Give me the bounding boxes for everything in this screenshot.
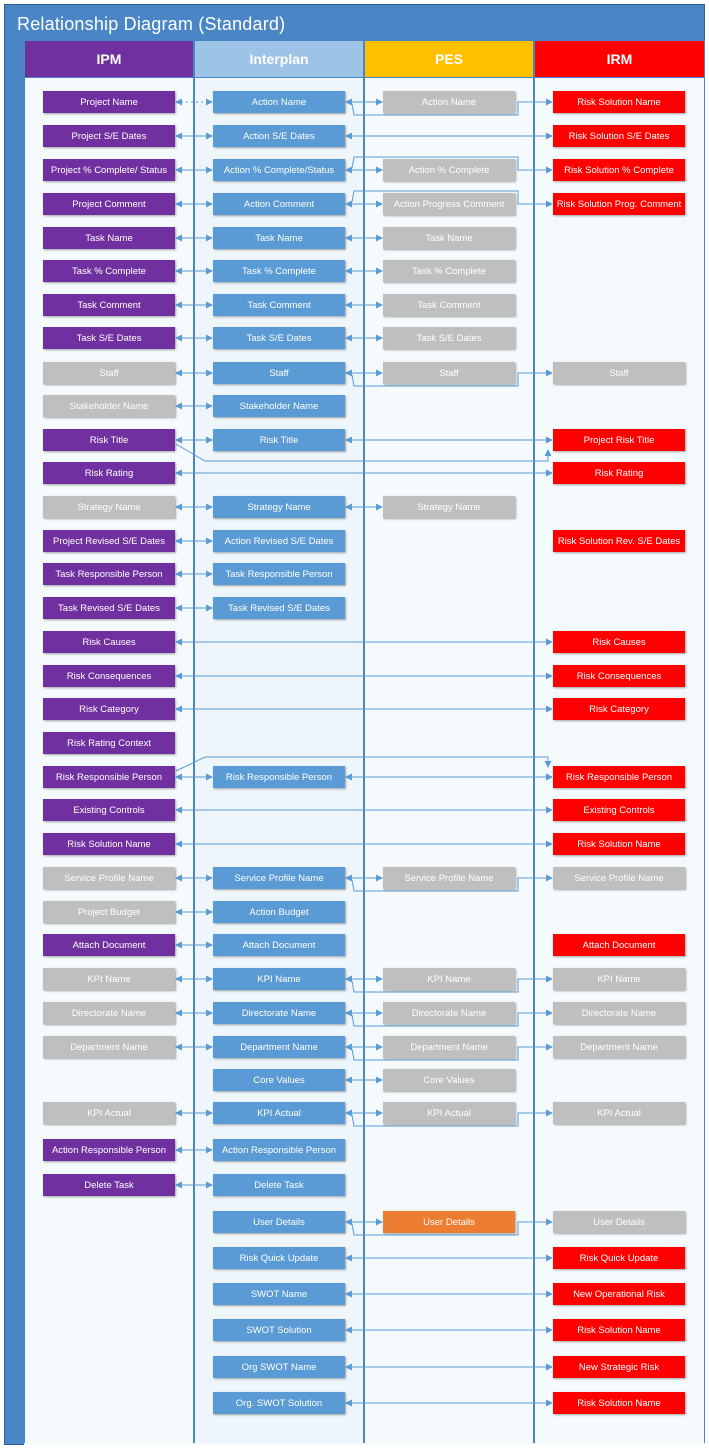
irm-field-28: Department Name: [553, 1036, 685, 1058]
ipm-field-27: Directorate Name: [43, 1002, 175, 1024]
ipm-field-9: Stakeholder Name: [43, 395, 175, 417]
irm-field-33: User Details: [553, 1211, 685, 1233]
interplan-field-10: Risk Title: [213, 429, 345, 451]
interplan-field-0: Action Name: [213, 91, 345, 113]
irm-field-2: Risk Solution % Complete: [553, 159, 685, 181]
irm-field-30: KPI Actual: [553, 1102, 685, 1124]
ipm-field-17: Risk Consequences: [43, 665, 175, 687]
interplan-field-26: KPI Name: [213, 968, 345, 990]
interplan-field-30: KPI Actual: [213, 1102, 345, 1124]
ipm-field-21: Existing Controls: [43, 799, 175, 821]
irm-field-3: Risk Solution Prog. Comment: [553, 193, 685, 215]
ipm-field-23: Service Profile Name: [43, 867, 175, 889]
irm-field-26: KPI Name: [553, 968, 685, 990]
interplan-field-3: Action Comment: [213, 193, 345, 215]
interplan-field-23: Service Profile Name: [213, 867, 345, 889]
pes-field-29: Core Values: [383, 1069, 515, 1091]
irm-field-18: Risk Category: [553, 698, 685, 720]
ipm-field-14: Task Responsible Person: [43, 563, 175, 585]
ipm-field-5: Task % Complete: [43, 260, 175, 282]
interplan-field-37: Org SWOT Name: [213, 1356, 345, 1378]
irm-field-34: Risk Quick Update: [553, 1247, 685, 1269]
irm-field-16: Risk Causes: [553, 631, 685, 653]
irm-field-23: Service Profile Name: [553, 867, 685, 889]
ipm-field-13: Project Revised S/E Dates: [43, 530, 175, 552]
ipm-field-0: Project Name: [43, 91, 175, 113]
ipm-field-7: Task S/E Dates: [43, 327, 175, 349]
interplan-field-28: Department Name: [213, 1036, 345, 1058]
ipm-field-31: Action Responsible Person: [43, 1139, 175, 1161]
irm-field-20: Risk Responsible Person: [553, 766, 685, 788]
ipm-field-32: Delete Task: [43, 1174, 175, 1196]
interplan-field-27: Directorate Name: [213, 1002, 345, 1024]
irm-field-10: Project Risk Title: [553, 429, 685, 451]
interplan-field-5: Task % Complete: [213, 260, 345, 282]
pes-field-33: User Details: [383, 1211, 515, 1233]
ipm-field-30: KPI Actual: [43, 1102, 175, 1124]
ipm-field-2: Project % Complete/ Status: [43, 159, 175, 181]
irm-field-21: Existing Controls: [553, 799, 685, 821]
column-header-interplan: Interplan: [194, 40, 364, 78]
pes-field-2: Action % Complete: [383, 159, 515, 181]
interplan-field-7: Task S/E Dates: [213, 327, 345, 349]
interplan-field-15: Task Revised S/E Dates: [213, 597, 345, 619]
irm-field-0: Risk Solution Name: [553, 91, 685, 113]
pes-field-4: Task Name: [383, 227, 515, 249]
irm-field-1: Risk Solution S/E Dates: [553, 125, 685, 147]
pes-field-5: Task % Complete: [383, 260, 515, 282]
irm-field-22: Risk Solution Name: [553, 833, 685, 855]
ipm-field-22: Risk Solution Name: [43, 833, 175, 855]
ipm-field-3: Project Comment: [43, 193, 175, 215]
ipm-field-28: Department Name: [43, 1036, 175, 1058]
ipm-field-26: KPI Name: [43, 968, 175, 990]
interplan-field-1: Action S/E Dates: [213, 125, 345, 147]
pes-field-26: KPI Name: [383, 968, 515, 990]
ipm-field-16: Risk Causes: [43, 631, 175, 653]
pes-field-23: Service Profile Name: [383, 867, 515, 889]
pes-field-12: Strategy Name: [383, 496, 515, 518]
irm-field-17: Risk Consequences: [553, 665, 685, 687]
ipm-field-19: Risk Rating Context: [43, 732, 175, 754]
pes-field-7: Task S/E Dates: [383, 327, 515, 349]
ipm-field-15: Task Revised S/E Dates: [43, 597, 175, 619]
ipm-field-10: Risk Title: [43, 429, 175, 451]
interplan-field-12: Strategy Name: [213, 496, 345, 518]
interplan-field-20: Risk Responsible Person: [213, 766, 345, 788]
pes-field-3: Action Progress Comment: [383, 193, 515, 215]
interplan-field-24: Action Budget: [213, 901, 345, 923]
irm-field-11: Risk Rating: [553, 462, 685, 484]
interplan-field-36: SWOT Solution: [213, 1319, 345, 1341]
ipm-field-25: Attach Document: [43, 934, 175, 956]
irm-field-13: Risk Solution Rev. S/E Dates: [553, 530, 685, 552]
ipm-field-12: Strategy Name: [43, 496, 175, 518]
irm-field-37: New Strategic Risk: [553, 1356, 685, 1378]
pes-field-28: Department Name: [383, 1036, 515, 1058]
interplan-field-8: Staff: [213, 362, 345, 384]
irm-field-8: Staff: [553, 362, 685, 384]
irm-field-35: New Operational Risk: [553, 1283, 685, 1305]
column-header-irm: IRM: [534, 40, 705, 78]
interplan-field-25: Attach Document: [213, 934, 345, 956]
interplan-field-34: Risk Quick Update: [213, 1247, 345, 1269]
interplan-field-6: Task Comment: [213, 294, 345, 316]
pes-field-8: Staff: [383, 362, 515, 384]
irm-field-25: Attach Document: [553, 934, 685, 956]
column-header-pes: PES: [364, 40, 534, 78]
column-header-ipm: IPM: [24, 40, 194, 78]
ipm-field-11: Risk Rating: [43, 462, 175, 484]
interplan-field-33: User Details: [213, 1211, 345, 1233]
ipm-field-4: Task Name: [43, 227, 175, 249]
pes-field-6: Task Comment: [383, 294, 515, 316]
interplan-field-32: Delete Task: [213, 1174, 345, 1196]
irm-field-38: Risk Solution Name: [553, 1392, 685, 1414]
interplan-field-9: Stakeholder Name: [213, 395, 345, 417]
pes-field-27: Directorate Name: [383, 1002, 515, 1024]
interplan-field-35: SWOT Name: [213, 1283, 345, 1305]
interplan-field-13: Action Revised S/E Dates: [213, 530, 345, 552]
pes-field-30: KPI Actual: [383, 1102, 515, 1124]
pes-field-0: Action Name: [383, 91, 515, 113]
ipm-field-24: Project Budget: [43, 901, 175, 923]
ipm-field-20: Risk Responsible Person: [43, 766, 175, 788]
irm-field-27: Directorate Name: [553, 1002, 685, 1024]
diagram-title: Relationship Diagram (Standard): [17, 14, 286, 34]
interplan-field-38: Org. SWOT Solution: [213, 1392, 345, 1414]
interplan-field-14: Task Responsible Person: [213, 563, 345, 585]
interplan-field-4: Task Name: [213, 227, 345, 249]
ipm-field-6: Task Comment: [43, 294, 175, 316]
ipm-field-8: Staff: [43, 362, 175, 384]
interplan-field-2: Action % Complete/Status: [213, 159, 345, 181]
interplan-field-31: Action Responsible Person: [213, 1139, 345, 1161]
interplan-field-29: Core Values: [213, 1069, 345, 1091]
ipm-field-1: Project S/E Dates: [43, 125, 175, 147]
irm-field-36: Risk Solution Name: [553, 1319, 685, 1341]
ipm-field-18: Risk Category: [43, 698, 175, 720]
